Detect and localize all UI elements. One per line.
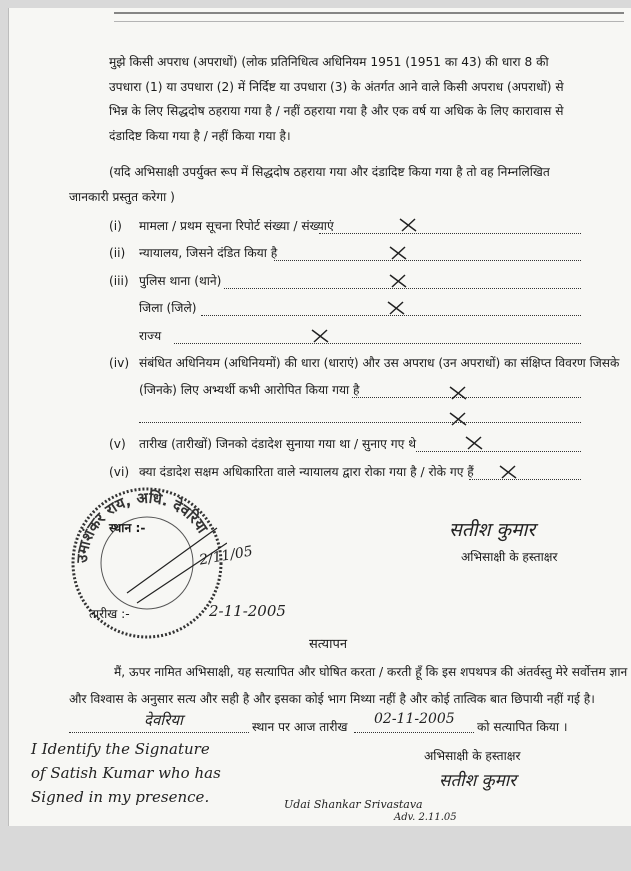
item-v-label: तारीख (तारीखों) जिनको दंडादेश सुनाया गया था / सुनाए गए थे: [139, 437, 417, 451]
paragraph-if-convicted: (यदि अभिसाक्षी उपर्युक्त रूप में सिद्धदोष ठहराया गया और दंडादिष्ट किया गया है तो वह निम्नलिखित जानकारी प्रस्तुत करेगा ): [69, 165, 550, 204]
date-blank-line: [354, 732, 474, 733]
seal-initials: 2/11/05: [198, 543, 254, 569]
item-i-label: मामला / प्रथम सूचना रिपोर्ट संख्या / संख्याएं: [139, 219, 334, 233]
svg-text:उमाशंकर राय, अधि. देवरिया: उमाशंकर राय, अधि. देवरिया: [72, 488, 212, 564]
advocate-name: Udai Shankar Srivastava: [284, 798, 423, 811]
item-iii-number: (iii): [109, 274, 129, 288]
deponent-signature: सतीश कुमार: [449, 519, 536, 541]
item-i-number: (i): [109, 219, 122, 233]
cross-mark-icon: [499, 465, 517, 479]
place-blank-line: [69, 732, 249, 733]
cross-mark-icon: [311, 329, 329, 343]
item-iii-line: [224, 288, 581, 289]
cross-mark-icon: [389, 274, 407, 288]
identify-note-line1: I Identify the Signature: [31, 740, 210, 758]
identify-note-line2: of Satish Kumar who has: [31, 764, 221, 782]
item-iv-number: (iv): [109, 356, 130, 370]
place-label: स्थान :-: [109, 521, 146, 535]
item-ii-label: न्यायालय, जिसने दंडित किया है: [139, 246, 278, 260]
item-vi-number: (vi): [109, 465, 130, 479]
item-zila-label: जिला (जिले): [139, 301, 197, 315]
cross-mark-icon: [387, 301, 405, 315]
cross-mark-icon: [399, 218, 417, 232]
deponent-signature-label-bottom: अभिसाक्षी के हस्ताक्षर: [424, 749, 521, 763]
item-iii-label: पुलिस थाना (थाने): [139, 274, 222, 288]
advocate-date: Adv. 2.11.05: [394, 812, 457, 823]
item-ii-line: [274, 260, 581, 261]
cross-mark-icon: [449, 412, 467, 426]
verification-place-hand: देवरिया: [144, 711, 183, 729]
item-v-number: (v): [109, 437, 126, 451]
paragraph-conviction: मुझे किसी अपराध (अपराधों) (लोक प्रतिनिधित्व अधिनियम 1951 (1951 का 43) की धारा 8 की उपधारा (1) या उपधारा (2) में निर्दिष्ट या उपधारा (3) के अंतर्गत आने वाले किसी अपराध (अपराधों) से भिन्न के लिए सिद्धदोष ठहराया गया है / नहीं ठहराया गया है और एक वर्ष या अधिक के लिए कारावास से दंडादिष्ट किया गया है / नहीं किया गया है।: [109, 55, 564, 143]
verification-date-hand: 02-11-2005: [374, 711, 455, 727]
verification-line1: मैं, ऊपर नामित अभिसाक्षी, यह सत्यापित और घोषित करता / करती हूँ कि इस शपथपत्र की अंतर्वस्तु मेरे सर्वोत्तम ज्ञान: [114, 665, 628, 679]
item-v-line: [416, 451, 581, 452]
verification-line2: और विश्वास के अनुसार सत्य और सही है और इसका कोई भाग मिथ्या नहीं है और कोई तात्विक बात छिपायी नहीं गई है।: [69, 692, 595, 706]
item-i-line: [319, 233, 581, 234]
item-zila-line: [201, 315, 581, 316]
item-vi-line: [469, 479, 581, 480]
item-rajya-line: [174, 343, 581, 344]
date-label: तारीख :-: [89, 607, 130, 621]
verification-place-text: स्थान पर आज तारीख: [252, 720, 348, 734]
item-iv-line-2: [139, 422, 581, 423]
deponent-signature-label: अभिसाक्षी के हस्ताक्षर: [461, 550, 558, 564]
item-rajya-label: राज्य: [139, 329, 162, 343]
verification-heading: सत्यापन: [309, 637, 348, 652]
identify-note-line3: Signed in my presence.: [31, 788, 210, 806]
handwritten-date: 2-11-2005: [209, 602, 286, 620]
deponent-signature-bottom: सतीश कुमार: [439, 771, 517, 791]
cross-mark-icon: [465, 436, 483, 450]
verification-end-text: को सत्यापित किया ।: [477, 720, 568, 734]
cross-mark-icon: [449, 386, 467, 400]
affidavit-page: [8, 8, 631, 826]
item-iv-line2: (जिनके) लिए अभ्यर्थी कभी आरोपित किया गया है: [139, 383, 360, 397]
item-ii-number: (ii): [109, 246, 126, 260]
cross-mark-icon: [389, 246, 407, 260]
top-border: [114, 12, 624, 22]
item-vi-label: क्या दंडादेश सक्षम अधिकारिता वाले न्यायालय द्वारा रोका गया है / रोके गए हैं: [139, 465, 474, 479]
item-iv-line1: संबंधित अधिनियम (अधिनियमों) की धारा (धाराएं) और उस अपराध (उन अपराधों) का संक्षिप्त विवरण जिसके: [139, 356, 620, 370]
